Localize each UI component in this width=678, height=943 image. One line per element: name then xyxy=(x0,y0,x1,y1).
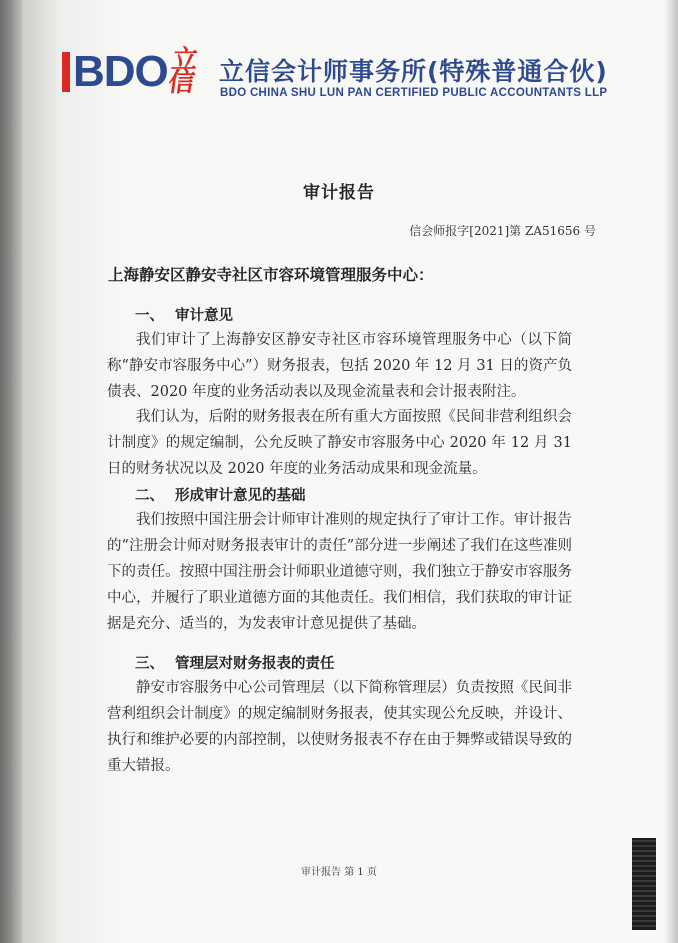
section-heading-basis-for-opinion xyxy=(135,484,306,505)
page-footer: 审计报告 第 1 页 xyxy=(301,867,377,878)
firm-name-chinese: 立信会计师事务所(特殊普通合伙) xyxy=(219,57,608,86)
paragraph-audit-scope: 我们审计了上海静安区静安寺社区市容环境管理服务中心（以下简称“静安市容服务中心”）财务报表，包括 2020 年 12 月 31 日的资产负债表、2020 年度的业务活动表以及现金流量表和会计报表附注。 xyxy=(107,332,572,400)
section-title: 形成审计意见的基础 xyxy=(175,487,306,504)
section-number: 二、 xyxy=(135,487,164,504)
logo-char-1: 立 xyxy=(169,44,200,75)
bdo-logo xyxy=(62,44,200,100)
section-title: 管理层对财务报表的责任 xyxy=(175,655,335,672)
section-heading-management-responsibility xyxy=(135,652,335,673)
paragraph-basis-for-opinion: 我们按照中国注册会计师审计准则的规定执行了审计工作。审计报告的“注册会计师对财务报表审计的责任”部分进一步阐述了我们在这些准则下的责任。按照中国注册会计师职业道德守则，我们独立于静安市容服务中心，并履行了职业道德方面的其他责任。我们相信，我们获取的审计证据是充分、适当的，为发表审计意见提供了基础。 xyxy=(107,512,572,632)
logo-text: BDO xyxy=(73,47,168,96)
paragraph-management-responsibility: 静安市容服务中心公司管理层（以下简称管理层）负责按照《民间非营利组织会计制度》的规定编制财务报表，使其实现公允反映，并设计、执行和维护必要的内部控制，以使财务报表不存在由于舞弊或错误导致的重大错报。 xyxy=(107,680,572,774)
section-number: 一、 xyxy=(135,307,164,324)
logo-chinese-mark xyxy=(166,44,200,98)
report-title: 审计报告 xyxy=(303,183,375,203)
scan-shadow-left xyxy=(0,0,22,943)
firm-name-english: BDO CHINA SHU LUN PAN CERTIFIED PUBLIC ACCOUNTANTS LLP xyxy=(220,87,608,99)
section-title: 审计意见 xyxy=(175,307,233,324)
logo-char-2: 信 xyxy=(166,68,197,98)
paragraph-opinion-statement: 我们认为，后附的财务报表在所有重大方面按照《民间非营利组织会计制度》的规定编制，公允反映了静安市容服务中心 2020 年 12 月 31 日的财务状况以及 2020 年度的业务活动成果和现金流量。 xyxy=(107,409,572,477)
report-reference-number: 信会师报字[2021]第 ZA51656 号 xyxy=(409,224,596,238)
binding-strip xyxy=(632,838,656,930)
scan-shadow-right xyxy=(664,0,678,943)
section-number: 三、 xyxy=(135,655,164,672)
section-heading-audit-opinion xyxy=(135,304,233,325)
report-addressee: 上海静安区静安寺社区市容环境管理服务中心： xyxy=(108,265,434,284)
logo-bar xyxy=(62,52,70,92)
